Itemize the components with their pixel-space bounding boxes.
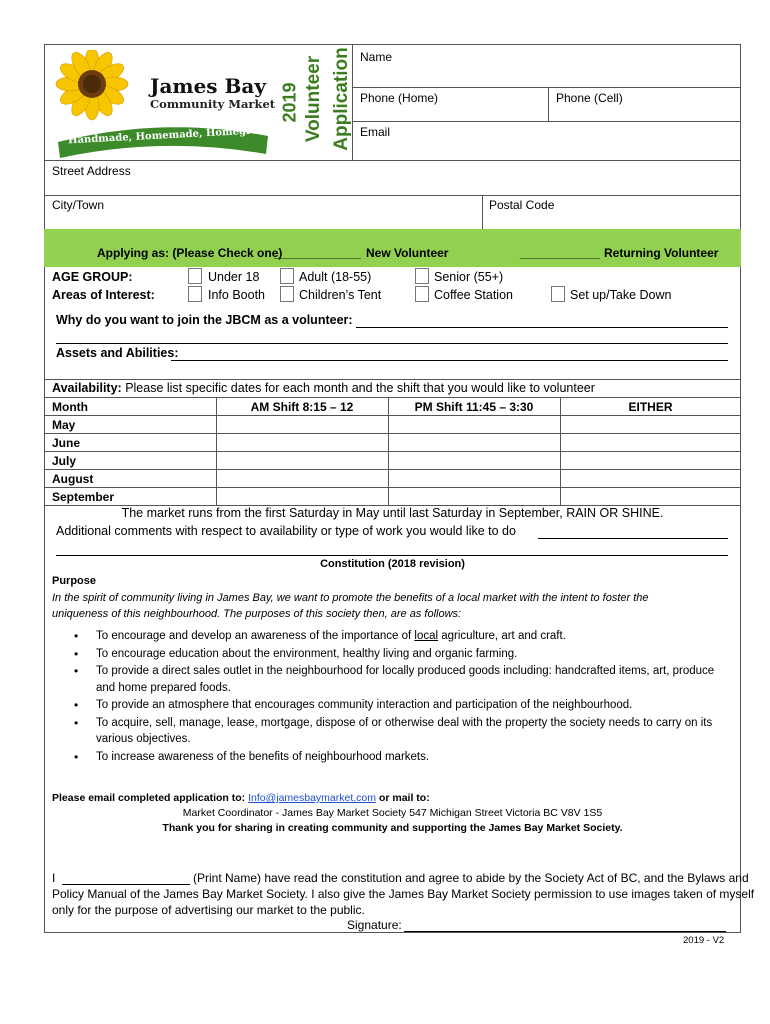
assets-label: Assets and Abilities: [56,346,179,360]
logo-name: James Bay [150,74,267,98]
under-18-checkbox[interactable] [188,268,202,284]
info-booth-label: Info Booth [208,288,265,302]
purpose-list [52,628,728,766]
setup-takedown-label: Set up/Take Down [570,288,672,302]
street-address-field[interactable]: Street Address [52,164,131,178]
agreement-line-1: (Print Name) have read the constitution and agree to abide by the Society Act of BC, and the Bylaws and [193,871,749,885]
availability-cell[interactable] [389,488,559,504]
mail-address: Market Coordinator - James Bay Market Society 547 Michigan Street Victoria BC V8V 1S5 [182,807,603,819]
list-item: • To increase awareness of the benefits of neighbourhood markets. [52,749,728,766]
month-label: July [52,454,77,468]
senior-label: Senior (55+) [434,270,504,284]
availability-cell[interactable] [389,470,559,486]
form-title-application: Application [331,47,352,151]
signature-line[interactable] [404,931,726,932]
signature-label: Signature: [347,918,402,932]
availability-header-3: EITHER [628,400,673,414]
availability-cell[interactable] [217,488,387,504]
coffee-station-label: Coffee Station [434,288,513,302]
thank-you-note: Thank you for sharing in creating community and supporting the James Bay Market Society. [162,822,623,834]
availability-cell[interactable] [561,488,740,504]
availability-cell[interactable] [561,470,740,486]
form-title [270,46,352,158]
phone-home-field[interactable]: Phone (Home) [360,91,439,105]
logo-tagline: Handmade, Homemade, Homegrown [67,124,275,147]
agreement-line-2: Policy Manual of the James Bay Market Society. I also give the James Bay Market Society permission to use images taken of myself [52,887,755,901]
returning-volunteer-label: Returning Volunteer [604,246,719,260]
logo [52,50,282,158]
returning-volunteer-blank[interactable]: ____________ [520,246,601,260]
print-name-line[interactable] [62,884,190,885]
new-volunteer-label: New Volunteer [366,246,449,260]
availability-cell[interactable] [217,416,387,432]
availability-header-2: PM Shift 11:45 – 3:30 [414,400,534,414]
availability-cell[interactable] [389,434,559,450]
purpose-intro-1: In the spirit of community living in James Bay, we want to promote the benefits of a local market with the intent to foster the [52,592,649,604]
additional-comments-line-2[interactable] [56,555,728,556]
availability-cell[interactable] [389,452,559,468]
childrens-tent-label: Children’s Tent [299,288,382,302]
name-field[interactable]: Name [360,50,393,64]
coffee-station-checkbox[interactable] [415,286,429,302]
email-link[interactable]: Info@jamesbaymarket.com [248,792,377,804]
list-item: • To provide a direct sales outlet in the neighbourhood for locally produced goods including: handcrafted items, art, produce and home prepared foods. [52,663,728,696]
assets-line[interactable] [171,360,728,361]
purpose-heading: Purpose [52,575,97,587]
form-year: 2019 [279,82,300,123]
email-field[interactable]: Email [360,125,391,139]
new-volunteer-blank[interactable]: _____________ [274,246,361,260]
why-join-line-2[interactable] [56,343,728,344]
availability-cell[interactable] [217,470,387,486]
availability-cell[interactable] [217,452,387,468]
list-item: • To encourage and develop an awareness of the importance of local agriculture, art and craft. [52,628,728,645]
phone-cell-field[interactable]: Phone (Cell) [556,91,623,105]
availability-header-1: AM Shift 8:15 – 12 [250,400,354,414]
age-group-label: AGE GROUP: [52,270,133,284]
childrens-tent-checkbox[interactable] [280,286,294,302]
month-label: May [52,418,76,432]
under-18-label: Under 18 [208,270,260,284]
city-field[interactable]: City/Town [52,198,105,212]
market-runs-note: The market runs from the first Saturday in May until last Saturday in September, RAIN OR SHINE. [121,506,664,520]
additional-comments-line-1[interactable] [538,538,728,539]
availability-cell[interactable] [561,452,740,468]
availability-cell[interactable] [389,416,559,432]
list-item: • To encourage education about the environment, healthy living and organic farming. [52,646,728,663]
postal-code-field[interactable]: Postal Code [489,198,555,212]
adult-label: Adult (18-55) [299,270,372,284]
month-label: June [52,436,81,450]
why-join-label: Why do you want to join the JBCM as a volunteer: [56,313,353,327]
areas-of-interest-label: Areas of Interest: [52,288,155,302]
agreement-i: I [52,871,56,885]
additional-comments-label: Additional comments with respect to availability or type of work you would like to do [56,524,516,538]
purpose-intro-2: uniqueness of this neighbourhood. The purposes of this society then, are as follows: [52,608,462,620]
email-instructions: Please email completed application to: Info@jamesbaymarket.com or mail to: [52,792,430,804]
availability-heading [52,381,595,395]
availability-text: Please list specific dates for each month and the shift that you would like to volunteer [125,381,595,395]
setup-takedown-checkbox[interactable] [551,286,565,302]
availability-lead: Availability: [52,381,122,395]
availability-cell[interactable] [217,434,387,450]
list-item: • To acquire, sell, manage, lease, mortgage, dispose of or otherwise deal with the property the society needs to carry on its various objectives. [52,715,728,748]
adult-checkbox[interactable] [280,268,294,284]
form-title-volunteer: Volunteer [303,55,324,143]
availability-cell[interactable] [561,416,740,432]
why-join-line-1[interactable] [356,327,728,328]
month-label: August [52,472,94,486]
month-label: September [52,490,115,504]
senior-checkbox[interactable] [415,268,429,284]
logo-subtitle: Community Market [150,97,276,111]
agreement-line-3: only for the purpose of advertising our market to the public. [52,903,365,917]
availability-cell[interactable] [561,434,740,450]
constitution-title: Constitution (2018 revision) [320,558,465,570]
version-label: 2019 - V2 [683,935,725,946]
applying-label: Applying as: (Please Check one) [97,246,283,260]
availability-header-0: Month [52,400,88,414]
info-booth-checkbox[interactable] [188,286,202,302]
list-item: • To provide an atmosphere that encourages community interaction and participation of the neighbourhood. [52,697,728,714]
